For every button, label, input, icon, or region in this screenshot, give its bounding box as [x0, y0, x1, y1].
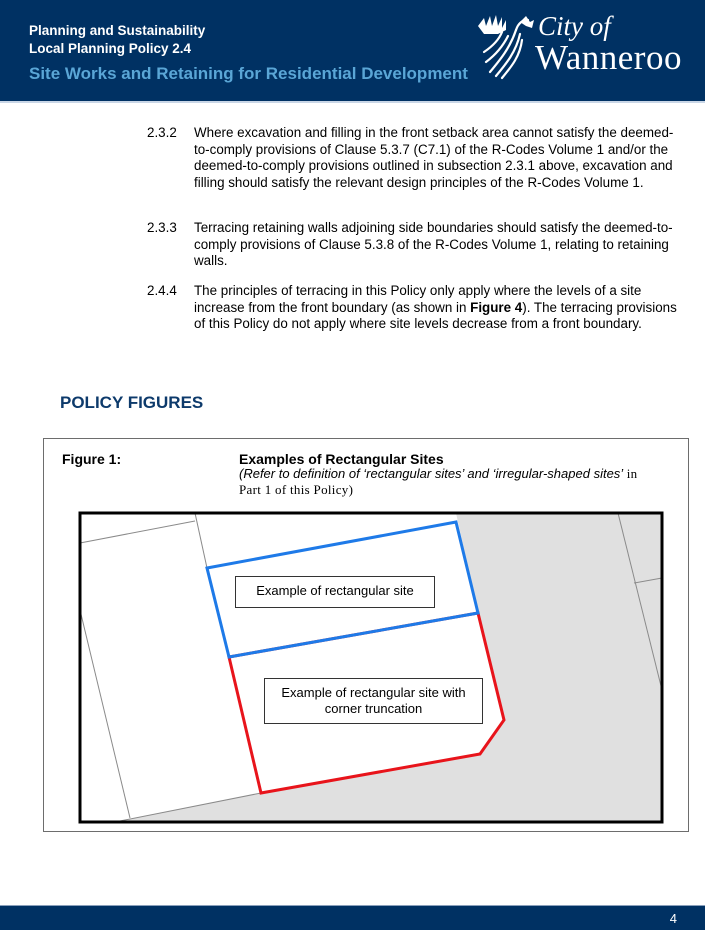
clause-number: 2.3.2: [147, 125, 177, 140]
logo-name-text: Wanneroo: [535, 38, 682, 77]
policy-title: Site Works and Retaining for Residential Development: [29, 64, 468, 83]
clause-text: Where excavation and filling in the front setback area cannot satisfy the deemed-to-comply provisions of Clause 5.3.7 (C7.1) of the R-Codes Volume 1 and/or the deemed-to-comply provisions outlined in subsection 2.3.1 above, excavation and filling should satisfy the relevant design principles of the R-Codes Volume 1.: [194, 125, 674, 190]
figure-subtitle-rest: Part 1 of this Policy): [239, 482, 354, 497]
page-number: 4: [669, 911, 677, 926]
figure-title: Examples of Rectangular Sites: [239, 451, 444, 467]
clause-number: 2.3.3: [147, 220, 177, 235]
section-heading: POLICY FIGURES: [60, 393, 204, 412]
clause-text-part: The principles of terracing in this Policy only apply where the levels of a site increase from the front boundary (as shown in: [194, 283, 642, 315]
figure-subtitle-in: in: [623, 466, 638, 481]
callout-truncated-site: Example of rectangular site with corner truncation: [264, 678, 483, 724]
callout-rectangular-site: Example of rectangular site: [235, 576, 435, 608]
policy-number: Local Planning Policy 2.4: [29, 41, 192, 56]
page-footer: [0, 905, 705, 930]
figure-subtitle-italic: (Refer to definition of ‘rectangular sites’ and ‘irregular-shaped sites’: [239, 466, 624, 481]
logo-city-text: City of: [538, 11, 611, 41]
clause-number: 2.4.4: [147, 283, 177, 298]
clause-text: Terracing retaining walls adjoining side boundaries should satisfy the deemed-to-comply provisions of Clause 5.3.8 of the R-Codes Volume 1, relating to retaining walls.: [194, 220, 673, 268]
clause-text-part: ). The terracing provisions of this Policy do not apply where site levels decrease from a front boundary.: [194, 299, 677, 331]
figure-label: Figure 1:: [62, 451, 122, 467]
figure-4-reference[interactable]: Figure 4: [470, 299, 523, 315]
department-name: Planning and Sustainability: [29, 23, 206, 38]
